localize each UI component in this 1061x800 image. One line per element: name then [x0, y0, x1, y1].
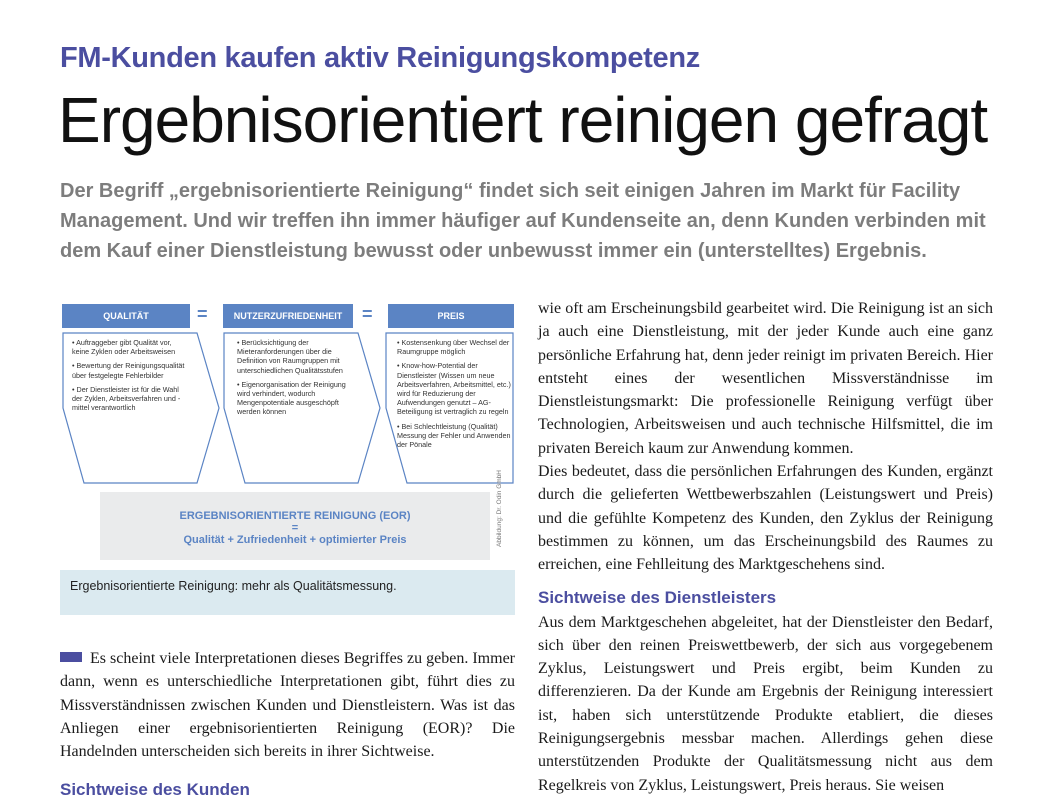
- lead-line: dem Kauf einer Dienstleistung bewusst oder unbewusst immer ein (unterstelltes) Ergebnis.: [60, 240, 927, 262]
- box-bullet: • Bei Schlechtleistung (Qualität) Messung der Fehler und Anwenden der Pönale: [397, 421, 511, 450]
- subhead-kunden: Sichtweise des Kunden: [60, 780, 250, 799]
- lead-line: Management. Und wir treffen ihn immer häufiger auf Kundenseite an, denn Kunden verbinden mit: [60, 210, 986, 232]
- box-bullet: • Kostensenkung über Wechsel der Raumgruppe möglich: [397, 338, 510, 357]
- header-preis: PREIS: [388, 304, 514, 328]
- eor-title: ERGEBNISORIENTIERTE REINIGUNG (EOR): [179, 510, 411, 522]
- right-column: [538, 297, 993, 797]
- box-bullet: • Der Dienstleister ist für die Wahl der Zyklen, Arbeitsverfahren und -mittel verantwortlich: [72, 384, 181, 413]
- eor-summary: [100, 492, 490, 560]
- box-bullet: • Berücksichtigung der Mieteranforderungen über die Definition von Raumgruppen mit unterschiedlichen Qualitätsstufen: [237, 338, 343, 375]
- equals-sign: =: [362, 304, 373, 324]
- subhead-dienstleister: Sichtweise des Dienstleisters: [538, 587, 777, 607]
- headline: Ergebnisorientiert reinigen gefragt: [58, 84, 988, 156]
- paragraph: Dies bedeutet, dass die persönlichen Erfahrungen des Kunden, ergänzt durch die gelieferten Wettbewerbszahlen (Leistungswert und Preis) und die gefühlte Kompetenz des Kunden, den Zyklus der Reinigung bestimmen zu können, um das Erscheinungsbild des Raumes zu erreichen, eine Fehlleitung des Marktgeschehens sind.: [538, 463, 993, 574]
- lead-line: Der Begriff „ergebnisorientierte Reinigung“ findet sich seit einigen Jahren im Markt für Facility: [60, 180, 961, 202]
- box-bullet: • Know-how-Potential der Dienstleister (Wissen um neue Arbeitsverfahren, Arbeitsmittel, etc.) wird für Reduzierung der Aufwendungen genutzt – AG-Beteiligung ist vertraglich zu regeln: [397, 361, 511, 417]
- box-bullet: • Bewertung der Reinigungsqualität über festgelegte Fehlerbilder: [72, 361, 185, 380]
- section-marker: [60, 652, 82, 662]
- lead-paragraph: [60, 176, 1000, 266]
- box-preis: [385, 332, 515, 484]
- figure-diagram: [60, 300, 515, 570]
- figure-caption: Ergebnisorientierte Reinigung: mehr als Qualitätsmessung.: [70, 579, 397, 593]
- equals-sign: =: [197, 304, 208, 324]
- paragraph: Aus dem Marktgeschehen abgeleitet, hat der Dienstleister den Bedarf, sich über den reinen Preiswettbewerb, der sich aus vorgegebenem Zyklus, Leistungswert und Preis ergibt, beim Kunden zu differenzieren. Da der Kunde am Ergebnis der Reinigung interessiert ist, haben sich unterstützende Produkte etabliert, die dieses Reinigungsergebnis messbar machen. Allerdings gehen diese unterstützenden Produkte der Qualitätsmessung nicht aus dem Regelkreis von Zyklus, Leistungswert, Preis heraus. Sie weisen: [538, 613, 993, 794]
- left-column: [60, 647, 515, 763]
- box-bullet: • Auftraggeber gibt Qualität vor, keine Zyklen oder Arbeitsweisen: [72, 338, 176, 357]
- paragraph: wie oft am Erscheinungsbild gearbeitet wird. Die Reinigung ist an sich ja auch eine Dienstleistung, mit der jeder Kunde auch eine ganz persönliche Erfahrung hat, denn jeder reinigt im privaten Bereich. Hier entsteht eines der wesentlichen Missverständnisse im Dienstleistungsmarkt: Die professionelle Reinigung verfügt über Technologien, Arbeitsweisen und auch technische Hilfsmittel, die im privaten Bereich kaum zur Anwendung kommen.: [538, 300, 993, 457]
- header-nutzerzufriedenheit: NUTZERZUFRIEDENHEIT: [223, 304, 353, 328]
- image-credit: Abbildung: Dr. Odin GmbH: [496, 470, 503, 547]
- box-bullet: • Eigenorganisation der Reinigung wird verhindert, wodurch Mengenpotentiale ausgeschöpft werden können: [237, 379, 346, 417]
- kicker: FM-Kunden kaufen aktiv Reinigungskompetenz: [60, 42, 700, 74]
- intro-paragraph: Es scheint viele Interpretationen dieses Begriffes zu geben. Immer dann, wenn es unterschiedliche Interpretationen gibt, führt dies zu Missverständnissen zwischen Kunden und Dienstleistern. Was ist das Anliegen einer ergebnisorientierten Reinigung (EOR)? Die Handelnden unterscheiden sich bereits in ihrer Sichtweise.: [60, 650, 515, 761]
- box-qualitaet: [62, 332, 220, 484]
- eor-equals: =: [291, 522, 299, 534]
- figure: [60, 300, 515, 615]
- eor-formula: Qualität + Zufriedenheit + optimierter Preis: [183, 534, 407, 546]
- header-qualitaet: QUALITÄT: [62, 304, 190, 328]
- box-nutzerzufriedenheit: [223, 332, 381, 484]
